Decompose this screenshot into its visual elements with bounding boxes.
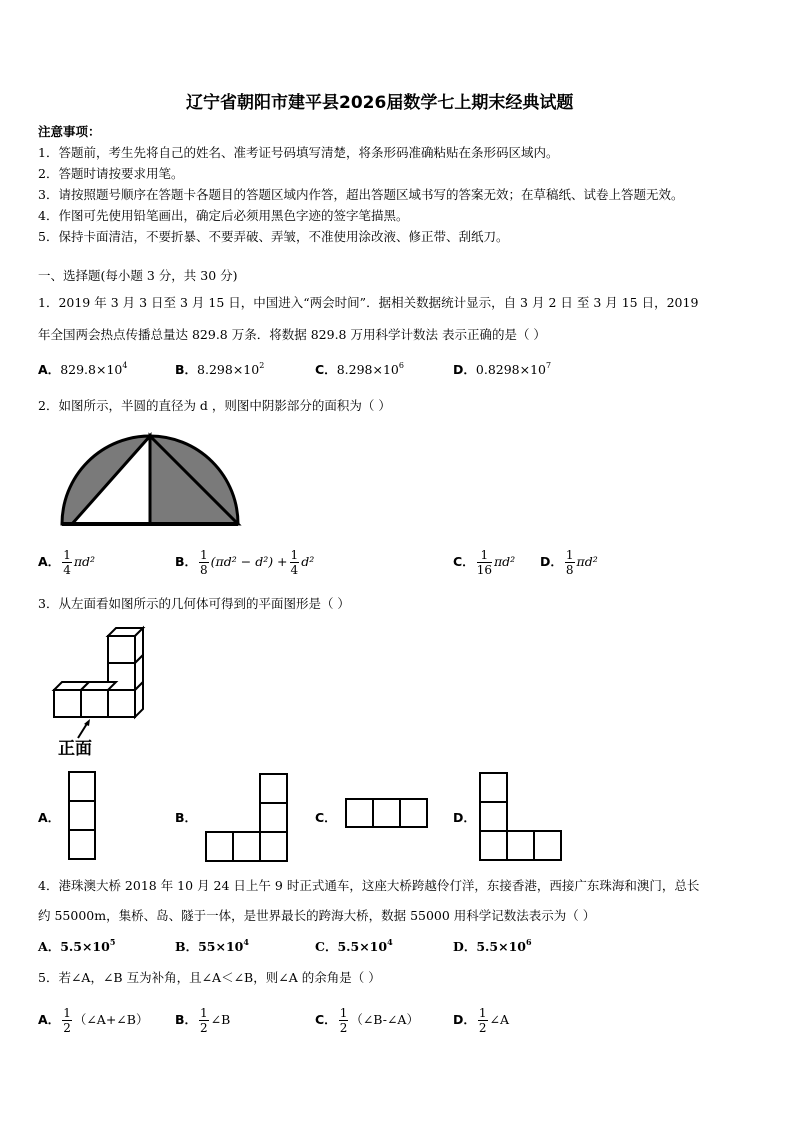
question-4-line2: 约 55000m，集桥、岛、隧于一体，是世界最长的跨海大桥，数据 55000 用科学记数法表示为（ ）: [38, 908, 596, 923]
semicircle-figure: [58, 428, 248, 530]
page-title: 辽宁省朝阳市建平县2026届数学七上期末经典试题: [186, 93, 574, 113]
notice-item: 2．答题时请按要求用笔。: [38, 166, 184, 181]
q2-option-c[interactable]: C． $\frac{1}{16}$ πd²: [453, 548, 516, 577]
question-3-text: 3．从左面看如图所示的几何体可得到的平面图形是（ ）: [38, 596, 350, 611]
q4-option-b[interactable]: B．$55\times 10^4$: [175, 937, 249, 954]
question-5-text: 5．若∠A，∠B 互为补角，且∠A＜∠B，则∠A 的余角是（ ）: [38, 970, 381, 985]
q2-option-a[interactable]: A． $\frac{1}{4}$ πd²: [38, 548, 96, 577]
q5-option-d[interactable]: D． $\frac{1}{2}$ ∠A: [453, 1006, 510, 1035]
q1-option-d[interactable]: D．$0.8298\times 10^7$: [453, 361, 552, 377]
q2-option-d[interactable]: D． $\frac{1}{8}$ πd²: [540, 548, 598, 577]
question-1-line2: 年全国两会热点传播总量达 829.8 万条．将数据 829.8 万用科学计数法 表示正确的是（ ）: [38, 327, 546, 342]
cube-solid-figure: [40, 620, 170, 765]
notice-item: 3．请按照题号顺序在答题卡各题目的答题区域内作答，超出答题区域书写的答案无效；在草稿纸、试卷上答题无效。: [38, 187, 684, 202]
section-heading: 一、选择题(每小题 3 分，共 30 分): [38, 268, 238, 283]
question-4-line1: 4．港珠澳大桥 2018 年 10 月 24 日上午 9 时正式通车，这座大桥跨越伶仃洋，东接香港，西接广东珠海和澳门，总长: [38, 878, 700, 893]
notice-item: 5．保持卡面清洁，不要折暴、不要弄破、弄皱，不准使用涂改液、修正带、刮纸刀。: [38, 229, 509, 244]
q4-option-d[interactable]: D．$5.5\times 10^6$: [453, 937, 532, 954]
q3-figure-a: [66, 770, 98, 862]
notice-item: 1．答题前，考生先将自己的姓名、准考证号码填写清楚，将条形码准确粘贴在条形码区域内。: [38, 145, 559, 160]
notice-item: 4．作图可先使用铅笔画出，确定后必须用黑色字迹的签字笔描黑。: [38, 208, 409, 223]
q3-figure-c: [344, 797, 430, 831]
q5-option-a[interactable]: A． $\frac{1}{2}$ （∠A+∠B）: [38, 1006, 149, 1035]
q3-option-a[interactable]: A．: [38, 810, 61, 825]
q3-option-d[interactable]: D．: [453, 810, 476, 825]
front-label: 正面: [58, 739, 92, 759]
q4-option-c[interactable]: C．$5.5\times 10^4$: [315, 937, 393, 954]
q1-option-b[interactable]: B．$8.298\times 10^2$: [175, 361, 265, 377]
q5-option-c[interactable]: C． $\frac{1}{2}$ （∠B-∠A）: [315, 1006, 419, 1035]
q4-option-a[interactable]: A．$5.5\times 10^5$: [38, 937, 116, 954]
q3-option-c[interactable]: C．: [315, 810, 337, 825]
q2-option-b[interactable]: B． $\frac{1}{8}$ (πd² − d²) + $\frac{1}{4}$ d²: [175, 548, 315, 577]
q1-option-c[interactable]: C．$8.298\times 10^6$: [315, 361, 404, 377]
question-1-line1: 1．2019 年 3 月 3 日至 3 月 15 日，中国进入“两会时间”．据相关数据统计显示，自 3 月 2 日 至 3 月 15 日，2019: [38, 295, 699, 310]
q3-figure-b: [204, 772, 290, 864]
q5-option-b[interactable]: B． $\frac{1}{2}$ ∠B: [175, 1006, 231, 1035]
notice-heading: 注意事项：: [38, 124, 101, 139]
q3-figure-d: [478, 771, 564, 863]
question-2-text: 2．如图所示，半圆的直径为 d ，则图中阴影部分的面积为（ ）: [38, 398, 391, 413]
q3-option-b[interactable]: B．: [175, 810, 198, 825]
q1-option-a[interactable]: A．$829.8\times 10^4$: [38, 361, 128, 377]
